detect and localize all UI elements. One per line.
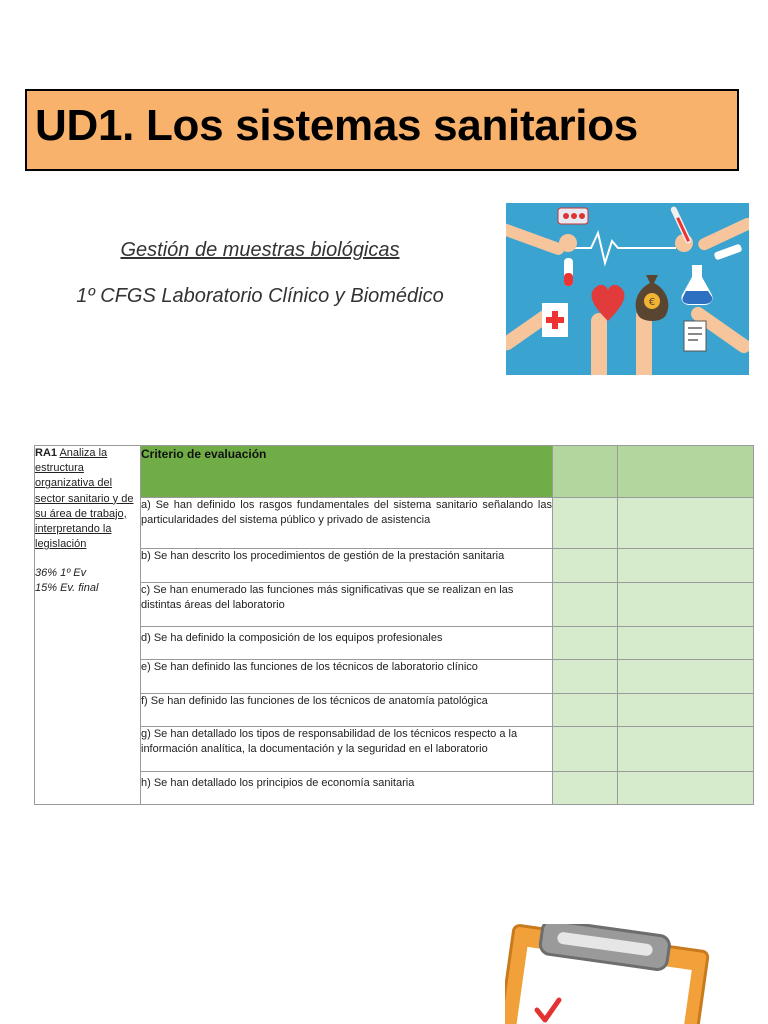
criterion-cell [553, 727, 618, 772]
criterion-d: d) Se ha definido la composición de los equipos profesionales [141, 627, 553, 660]
criteria-header: Criterio de evaluación [141, 446, 553, 498]
criterion-cell [618, 772, 754, 805]
criterion-cell [553, 660, 618, 694]
criterion-c: c) Se han enumerado las funciones más significativas que se realizan en las distintas áreas del laboratorio [141, 583, 553, 627]
criterion-b: b) Se han descrito los procedimientos de gestión de la prestación sanitaria [141, 549, 553, 583]
ra-weights [35, 566, 140, 596]
criterion-cell [618, 727, 754, 772]
clipboard-checklist-icon [505, 924, 725, 1024]
criterion-cell [553, 583, 618, 627]
criterion-g: g) Se han detallado los tipos de responsabilidad de los técnicos respecto a la información analítica, la documentación y la seguridad en el laboratorio [141, 727, 553, 772]
criterion-cell [553, 498, 618, 549]
course-subtitle: 1º CFGS Laboratorio Clínico y Biomédico [76, 285, 444, 307]
svg-text:€: € [648, 297, 656, 308]
evaluation-criteria-table [34, 445, 754, 805]
criterion-cell [618, 498, 754, 549]
criterion-cell [618, 627, 754, 660]
healthcare-hands-illustration-icon [506, 203, 749, 375]
criterion-cell [618, 549, 754, 583]
criterion-h: h) Se han detallado los principios de economía sanitaria [141, 772, 553, 805]
title-banner [25, 89, 739, 171]
ra-description: Analiza la estructura organizativa del sector sanitario y de su área de trabajo, interpretando la legislación [35, 447, 134, 551]
criterion-e: e) Se han definido las funciones de los técnicos de laboratorio clínico [141, 660, 553, 694]
subject-subtitle: Gestión de muestras biológicas [120, 239, 400, 261]
weight-final-eval: 15% Ev. final [35, 582, 99, 595]
criterion-cell [553, 627, 618, 660]
criterion-cell [553, 694, 618, 727]
page-title: UD1. Los sistemas sanitarios [35, 101, 638, 150]
criterion-cell [553, 549, 618, 583]
criterion-cell [618, 694, 754, 727]
header-cell-empty [553, 446, 618, 498]
ra-label: RA1 [35, 447, 58, 459]
criterion-cell [553, 772, 618, 805]
criterion-a: a) Se han definido los rasgos fundamentales del sistema sanitario señalando las particularidades del sistema público y privado de asistencia [141, 498, 553, 549]
weight-first-eval: 36% 1º Ev [35, 567, 87, 580]
criterion-cell [618, 583, 754, 627]
header-cell-empty [618, 446, 754, 498]
criterion-f: f) Se han definido las funciones de los técnicos de anatomía patológica [141, 694, 553, 727]
learning-outcome-cell [35, 446, 141, 805]
criterion-cell [618, 660, 754, 694]
